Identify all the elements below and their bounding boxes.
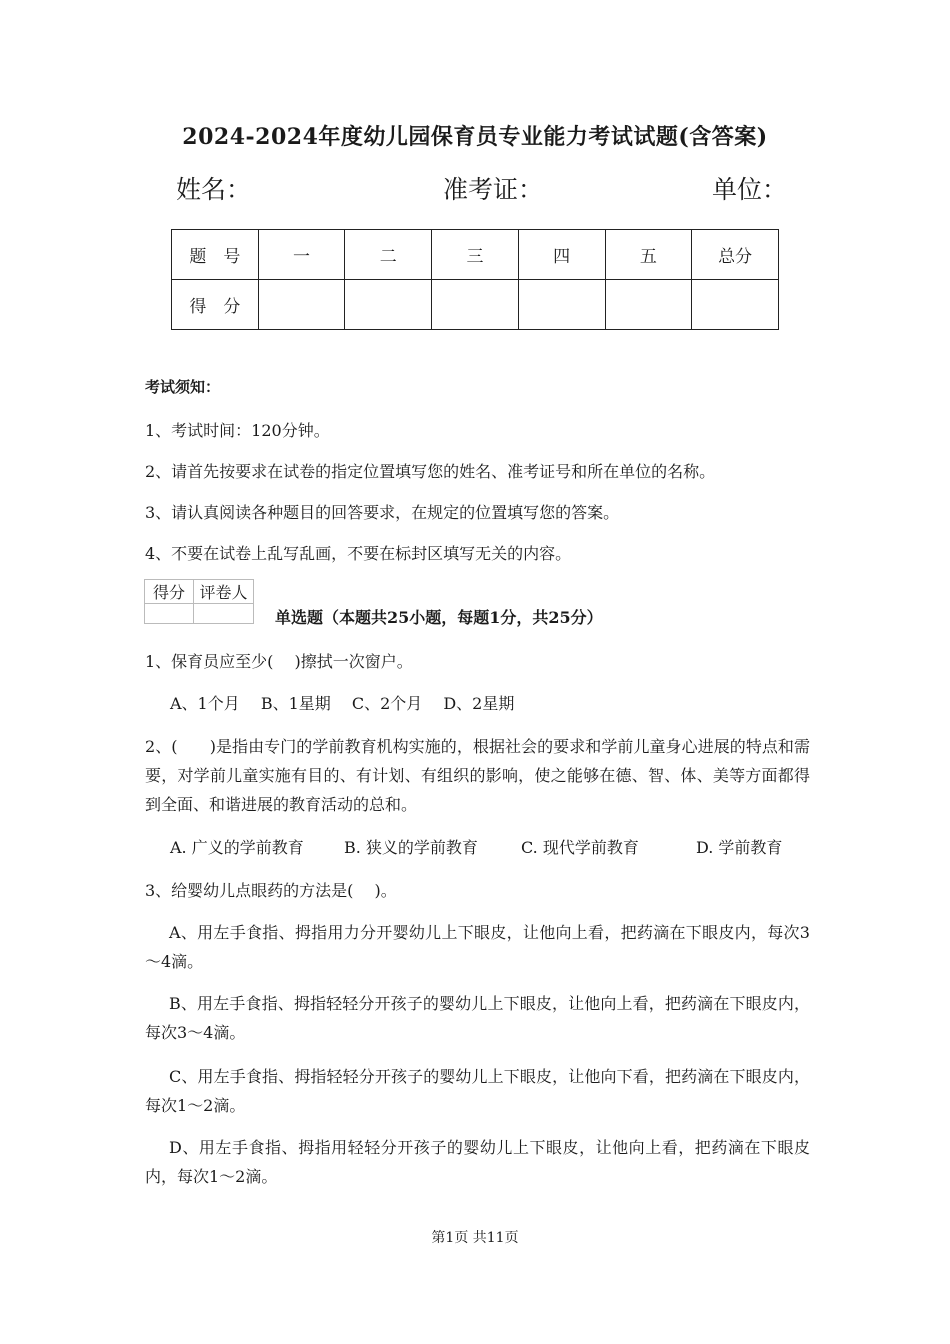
question-2-option-b: B. 狭义的学前教育 xyxy=(344,838,478,857)
grader-reviewer-cell xyxy=(194,604,254,624)
question-3-option-c: C、用左手食指、拇指轻轻分开孩子的婴幼儿上下眼皮，让他向下看，把药滴在下眼皮内，每次1～2滴。 xyxy=(145,1067,810,1115)
unit-label: 单位： xyxy=(712,175,788,204)
grader-reviewer-label: 评卷人 xyxy=(194,580,254,604)
score-table-header-row xyxy=(172,230,779,280)
notes-heading: 考试须知： xyxy=(145,378,221,396)
note-item: 2、请首先按要求在试卷的指定位置填写您的姓名、准考证号和所在单位的名称。 xyxy=(145,462,716,481)
score-header-cell: 题 号 xyxy=(172,230,259,280)
score-cell xyxy=(692,280,779,330)
question-1: 1、保育员应至少( )擦拭一次窗户。 xyxy=(145,652,413,671)
note-item: 3、请认真阅读各种题目的回答要求，在规定的位置填写您的答案。 xyxy=(145,503,620,522)
score-cell xyxy=(605,280,692,330)
score-row-label: 得 分 xyxy=(172,280,259,330)
section-title: 单选题（本题共25小题，每题1分，共25分） xyxy=(275,608,603,627)
note-item: 4、不要在试卷上乱写乱画，不要在标封区填写无关的内容。 xyxy=(145,544,572,563)
question-3: 3、给婴幼儿点眼药的方法是( )。 xyxy=(145,881,397,900)
question-2-option-c: C. 现代学前教育 xyxy=(521,838,639,857)
exam-id-label: 准考证： xyxy=(443,175,544,204)
score-header-cell: 三 xyxy=(432,230,519,280)
question-2-option-a: A. 广义的学前教育 xyxy=(170,838,304,857)
score-header-cell: 五 xyxy=(605,230,692,280)
question-1-options: A、1个月 B、1星期 C、2个月 D、2星期 xyxy=(170,694,515,713)
score-header-cell: 一 xyxy=(258,230,345,280)
grader-score-cell xyxy=(145,604,194,624)
score-cell xyxy=(258,280,345,330)
score-table-score-row xyxy=(172,280,779,330)
score-cell xyxy=(432,280,519,330)
question-2-option-d: D. 学前教育 xyxy=(696,838,783,857)
score-cell xyxy=(345,280,432,330)
question-2: 2、( )是指由专门的学前教育机构实施的，根据社会的要求和学前儿童身心进展的特点和需要，对学前儿童实施有目的、有计划、有组织的影响，使之能够在德、智、体、美等方面都得到全面、和谐进展的教育活动的总和。 xyxy=(145,737,810,814)
score-header-cell: 二 xyxy=(345,230,432,280)
question-3-option-a: A、用左手食指、拇指用力分开婴幼儿上下眼皮，让他向上看，把药滴在下眼皮内，每次3～4滴。 xyxy=(145,923,810,971)
name-label: 姓名： xyxy=(176,175,252,204)
score-header-cell: 四 xyxy=(518,230,605,280)
grader-table xyxy=(144,579,254,624)
score-header-cell: 总分 xyxy=(692,230,779,280)
page-footer: 第1页 共11页 xyxy=(431,1230,519,1246)
score-table xyxy=(171,229,779,330)
score-cell xyxy=(518,280,605,330)
page-title: 2024-2024年度幼儿园保育员专业能力考试试题(含答案) xyxy=(182,124,768,150)
grader-score-label: 得分 xyxy=(145,580,194,604)
question-3-option-d: D、用左手食指、拇指用轻轻分开孩子的婴幼儿上下眼皮，让他向上看，把药滴在下眼皮内，每次1～2滴。 xyxy=(145,1138,810,1186)
note-item: 1、考试时间：120分钟。 xyxy=(145,421,330,440)
question-3-option-b: B、用左手食指、拇指轻轻分开孩子的婴幼儿上下眼皮，让他向上看，把药滴在下眼皮内，每次3～4滴。 xyxy=(145,994,810,1042)
